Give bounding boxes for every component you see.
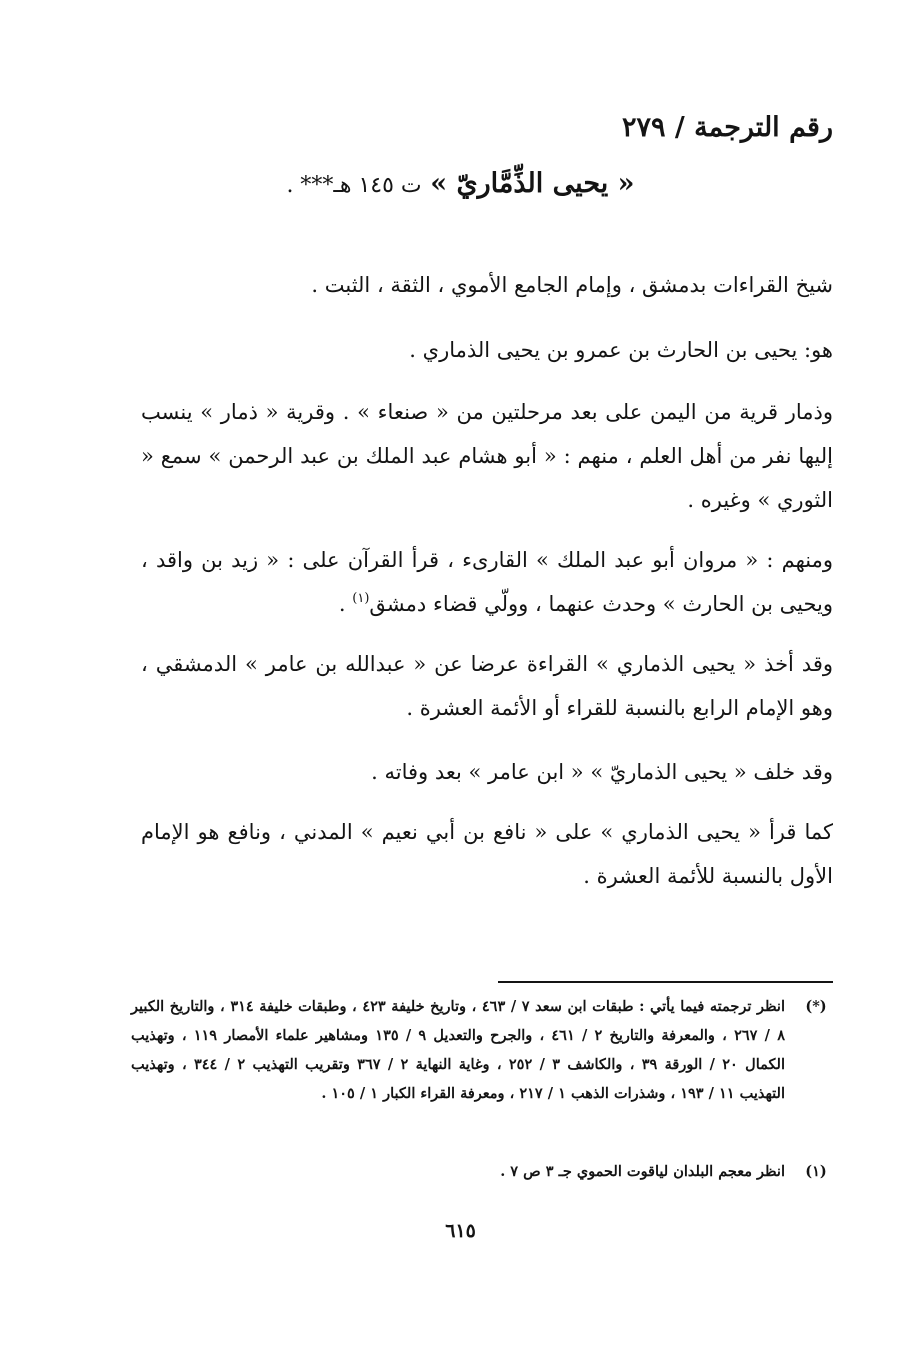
death-date: ت ١٤٥ هـ*** . (286, 173, 422, 198)
paragraph-text: شيخ القراءات بدمشق ، وإمام الجامع الأموي ، الثقة ، الثبت . (311, 273, 833, 297)
footnote-text: انظر معجم البلدان لياقوت الحموي جـ ٣ ص ٧ . (500, 1163, 785, 1180)
footnote-sources (131, 992, 831, 1108)
page-number: ٦١٥ (445, 1220, 476, 1242)
paragraph-text: وقد أخذ « يحيى الذماري » القراءة عرضا عن « عبدالله بن عامر » الدمشقي ، وهو الإمام الرابع بالنسبة للقراء أو الأئمة العشرة . (141, 652, 833, 720)
paragraph-body: ومنهم : « مروان أبو عبد الملك » القارىء ، قرأ القرآن على : « زيد بن واقد ، ويحيى بن الحارث » وحدث عنهما ، وولّي قضاء دمشق (141, 548, 833, 616)
paragraph-text (141, 538, 833, 626)
subject-name: « يحيى الذِّمَّاريّ » (430, 168, 635, 199)
paragraph-text: وقد خلف « يحيى الذماريّ » « ابن عامر » بعد وفاته . (371, 760, 833, 784)
paragraph-end: . (338, 592, 353, 616)
paragraph-1 (141, 263, 833, 307)
paragraph-2 (141, 328, 833, 372)
footnote-1 (131, 1157, 831, 1186)
paragraph-text: وذمار قرية من اليمن على بعد مرحلتين من « صنعاء » . وقرية « ذمار » ينسب إليها نفر من أهل العلم ، منهم : « أبو هشام عبد الملك بن عبد الرحمن » سمع « الثوري » وغيره . (141, 400, 833, 512)
entry-number-heading: رقم الترجمة / ٢٧٩ (621, 112, 833, 143)
footnote-marker: (١) (805, 1163, 827, 1180)
footnote-divider (498, 981, 833, 983)
footnote-reference[interactable]: (١) (352, 591, 370, 606)
paragraph-6 (141, 750, 833, 794)
paragraph-text: كما قرأ « يحيى الذماري » على « نافع بن أبي نعيم » المدني ، ونافع هو الإمام الأول بالنسبة للأئمة العشرة . (141, 820, 833, 888)
paragraph-7 (141, 810, 833, 898)
footnote-marker: (*) (805, 998, 827, 1015)
paragraph-3 (141, 390, 833, 522)
paragraph-text: هو: يحيى بن الحارث بن عمرو بن يحيى الذماري . (409, 338, 833, 362)
paragraph-4 (141, 538, 833, 626)
biography-title (0, 168, 921, 199)
paragraph-5 (141, 642, 833, 730)
footnote-text: انظر ترجمته فيما يأتي : طبقات ابن سعد ٧ / ٤٦٣ ، وتاريخ خليفة ٤٢٣ ، وطبقات خليفة ٣١٤ ، والتاريخ الكبير ٨ / ٢٦٧ ، والمعرفة والتاريخ ٢ / ٤٦١ ، والجرح والتعديل ٩ / ١٣٥ ومشاهير علماء الأمصار ١١٩ ، وتهذيب الكمال ٢٠ / الورقة ٣٩ ، والكاشف ٣ / ٢٥٢ ، وغاية النهاية ٢ / ٣٦٧ وتقريب التهذيب ٢ / ٣٤٤ ، وتهذيب التهذيب ١١ / ١٩٣ ، وشذرات الذهب ١ / ٢١٧ ، ومعرفة القراء الكبار ١ / ١٠٥ . (131, 998, 785, 1102)
